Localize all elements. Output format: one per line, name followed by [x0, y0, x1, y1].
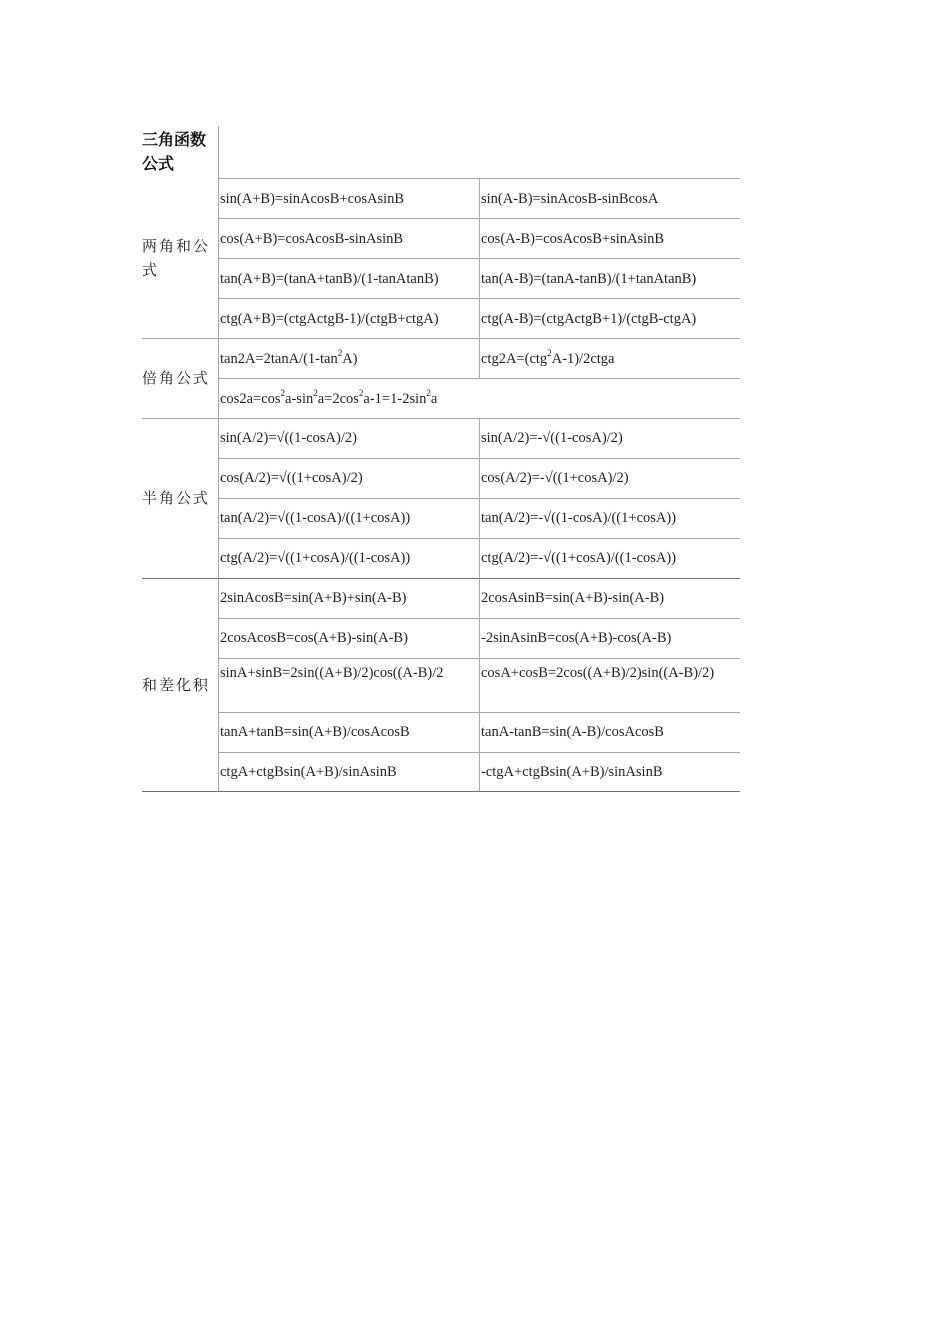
- formula-cell: sin(A/2)=√((1-cosA)/2): [220, 430, 357, 446]
- table-bottom-border: [142, 791, 740, 792]
- formula-cell: cos(A/2)=√((1+cosA)/2): [220, 470, 363, 486]
- formula-cell: ctg(A/2)=√((1+cosA)/((1-cosA)): [220, 550, 411, 566]
- formula-cell: tanA+tanB=sin(A+B)/cosAcosB: [220, 724, 410, 740]
- section-label-sum-formulas: 两角和公 式: [142, 237, 211, 279]
- table-title-cell: [142, 126, 219, 178]
- formula-cell: ctg(A/2)=-√((1+cosA)/((1-cosA)): [481, 550, 677, 566]
- formula-cell: 2sinAcosB=sin(A+B)+sin(A-B): [220, 590, 407, 606]
- formula-cell: sin(A+B)=sinAcosB+cosAsinB: [220, 191, 405, 207]
- formula-cell: cosA+cosB=2cos((A+B)/2)sin((A-B)/2): [481, 665, 715, 681]
- formula-cell: 2cosAcosB=cos(A+B)-sin(A-B): [220, 630, 408, 646]
- formula-cell-wide: $\cos 2a=\cos^2a-\sin^2a=2\cos^2a-1=1-2\sin^2a$: [220, 388, 438, 407]
- section-divider: [142, 418, 740, 419]
- formula-cell: -ctgA+ctgBsin(A+B)/sinAsinB: [481, 764, 663, 780]
- formula-cell: cos(A+B)=cosAcosB-sinAsinB: [220, 231, 404, 247]
- formula-cell: sin(A/2)=-√((1-cosA)/2): [481, 430, 623, 446]
- section-divider: [142, 338, 740, 339]
- formula-cell: tan(A-B)=(tanA-tanB)/(1+tanAtanB): [481, 271, 697, 287]
- section-label-half-angle: 半角公式: [142, 489, 211, 507]
- section-label-sum-to-product: 和差化积: [142, 676, 211, 694]
- formula-cell: cos(A-B)=cosAcosB+sinAsinB: [481, 231, 665, 247]
- formula-cell: tan(A/2)=√((1-cosA)/((1+cosA)): [220, 510, 411, 526]
- table-title: 三角函数 公式: [142, 130, 207, 173]
- formula-cell: tan(A+B)=(tanA+tanB)/(1-tanAtanB): [220, 271, 439, 287]
- formula-cell: ctg2A=(ctg$^2$A-1)/2ctga: [481, 348, 615, 367]
- formula-cell: sin(A-B)=sinAcosB-sinBcosA: [481, 191, 659, 207]
- formula-cell: cos(A/2)=-√((1+cosA)/2): [481, 470, 629, 486]
- formula-cell: sinA+sinB=2sin((A+B)/2)cos((A-B)/2: [220, 665, 444, 681]
- row-divider: [218, 378, 740, 379]
- section-label-double-angle: 倍角公式: [142, 369, 211, 387]
- formula-cell: -2sinAsinB=cos(A+B)-cos(A-B): [481, 630, 672, 646]
- formula-cell: tanA-tanB=sin(A-B)/cosAcosB: [481, 724, 664, 740]
- formula-cell: ctg(A-B)=(ctgActgB+1)/(ctgB-ctgA): [481, 311, 697, 327]
- formula-cell: ctgA+ctgBsin(A+B)/sinAsinB: [220, 764, 397, 780]
- section-divider: [142, 578, 740, 579]
- formula-cell: $\tan 2A=2\tan A/(1-\tan^2A)$: [220, 348, 358, 367]
- formula-cell: tan(A/2)=-√((1-cosA)/((1+cosA)): [481, 510, 677, 526]
- formula-cell: 2cosAsinB=sin(A+B)-sin(A-B): [481, 590, 665, 606]
- formula-cell: ctg(A+B)=(ctgActgB-1)/(ctgB+ctgA): [220, 311, 439, 327]
